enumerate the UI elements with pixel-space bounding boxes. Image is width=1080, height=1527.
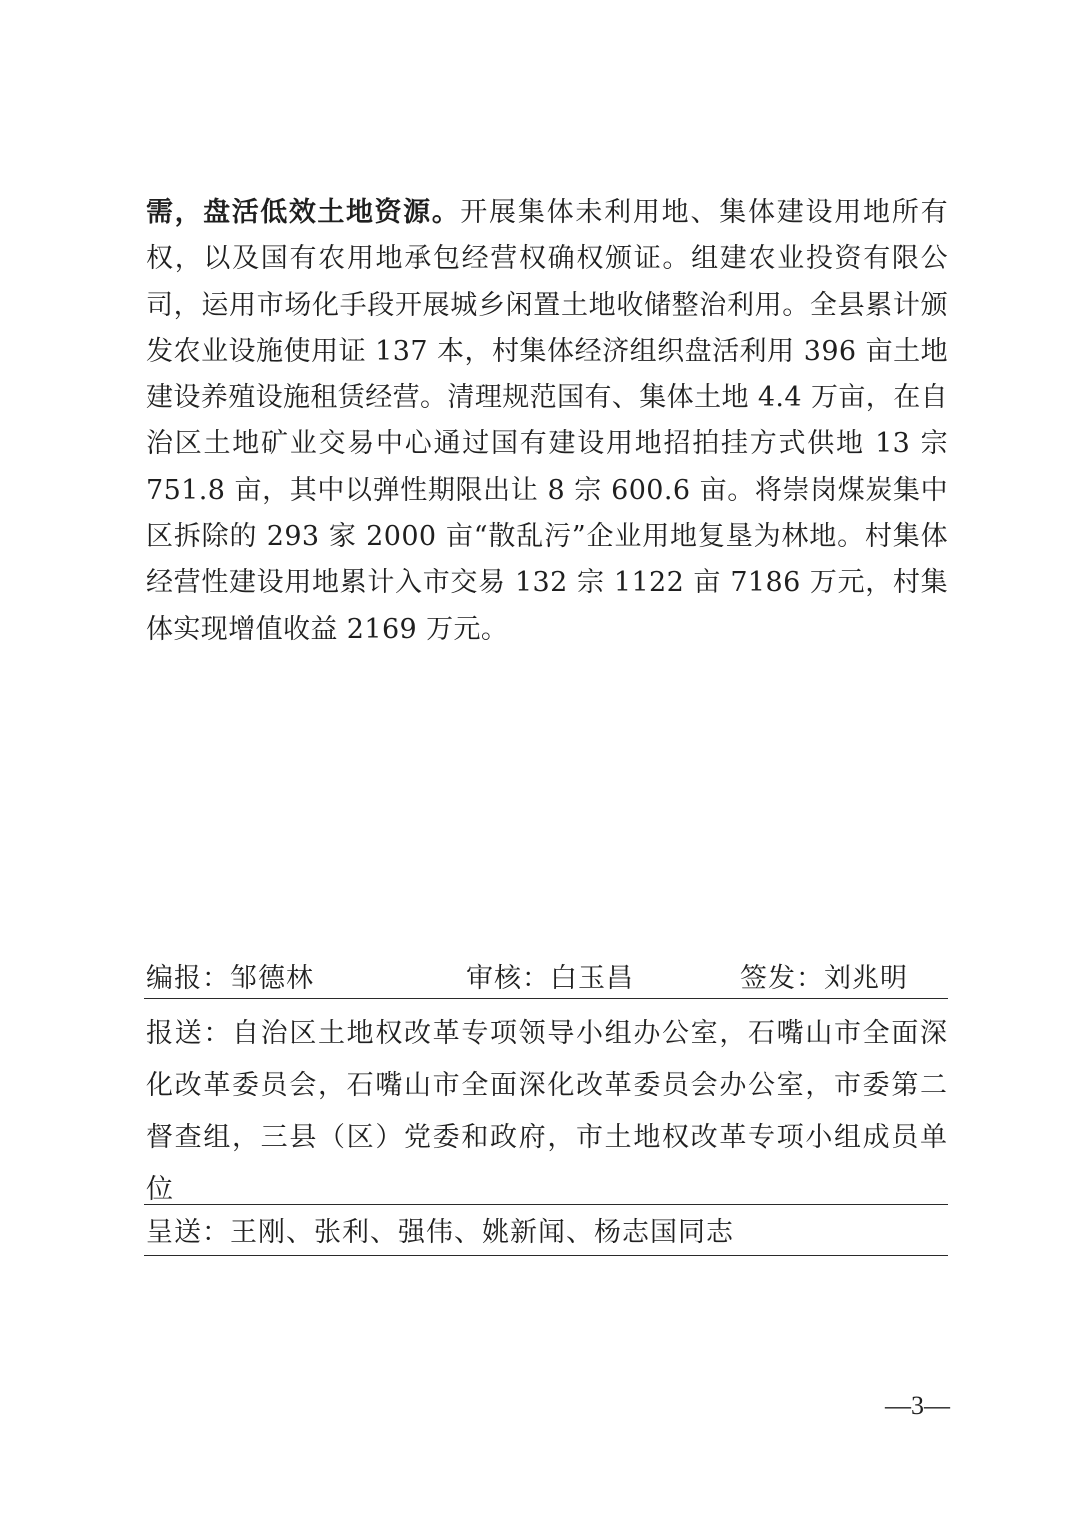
paragraph-text: 开展集体未利用地、集体建设用地所有权，以及国有农用地承包经营权确权颁证。组建农业投资有限公司，运用市场化手段开展城乡闲置土地收储整治利用。全县累计颁发农业设施使用证 137 本，村集体经济组织盘活利用 396 亩土地建设养殖设施租赁经营。清理规范国有、集体土地 4.4 万亩，在自治区土地矿业交易中心通过国有建设用地招拍挂方式供地 13 宗 751.8 亩，其中以弹性期限出让 8 宗 600.6 亩。将崇岗煤炭集中区拆除的 293 家 2000 亩“散乱污”企业用地复垦为林地。村集体经营性建设用地累计入市交易 132 宗 1122 亩 7186 万元，村集体实现增值收益 2169 万元。 bbox=[146, 197, 948, 645]
cc-recipients: 呈送：王刚、张利、强伟、姚新闻、杨志国同志 bbox=[146, 1217, 734, 1248]
page-number: —3— bbox=[885, 1391, 950, 1420]
reviewer-signature: 审核：白玉昌 bbox=[466, 963, 634, 994]
divider-line bbox=[144, 1255, 948, 1256]
divider-line bbox=[144, 998, 948, 999]
report-to-recipients: 报送：自治区土地权改革专项领导小组办公室，石嘴山市全面深化改革委员会，石嘴山市全面深化改革委员会办公室，市委第二督查组，三县（区）党委和政府，市土地权改革专项小组成员单位 bbox=[146, 1018, 948, 1205]
signature-row bbox=[146, 956, 946, 1002]
issuer-signature: 签发：刘兆明 bbox=[740, 963, 908, 994]
paragraph-lead-heading: 需，盘活低效土地资源。 bbox=[146, 197, 461, 228]
editor-signature: 编报：邹德林 bbox=[146, 963, 314, 994]
divider-line bbox=[144, 1204, 948, 1205]
body-paragraph bbox=[146, 190, 948, 653]
